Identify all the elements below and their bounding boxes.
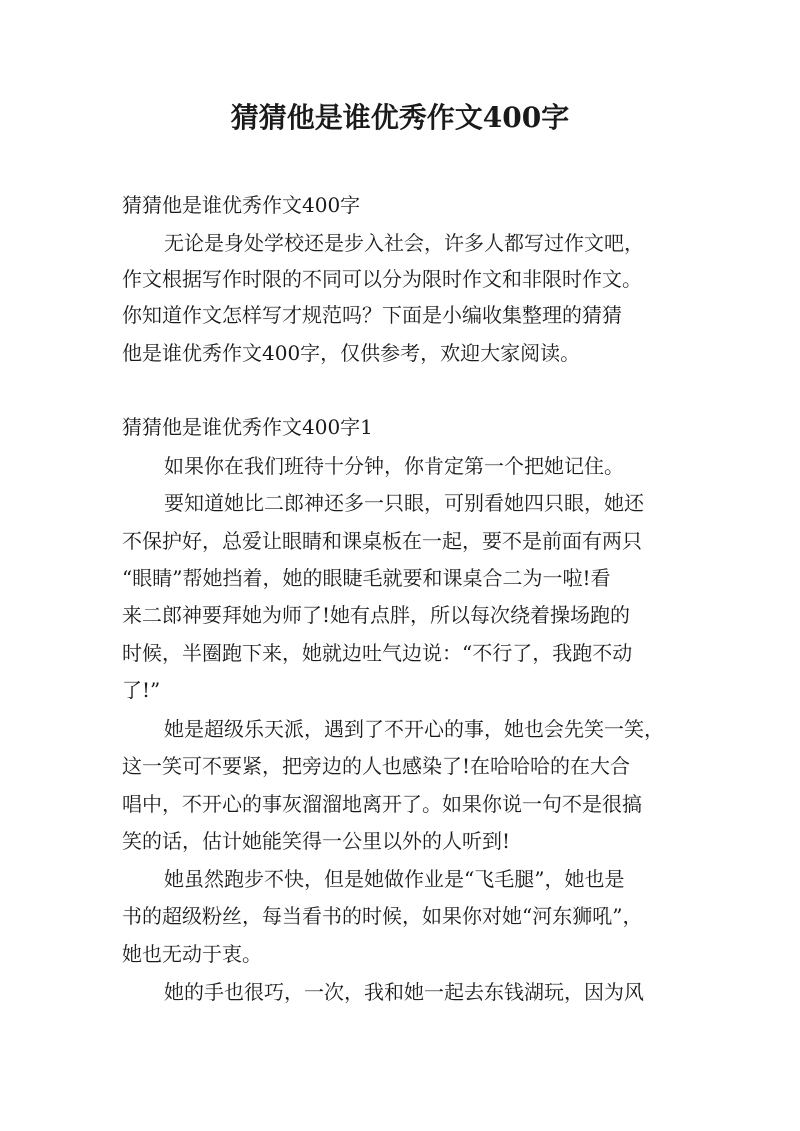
paragraph-line: 你知道作文怎样写才规范吗？下面是小编收集整理的猜猜 [122, 303, 622, 327]
paragraph-line: 她的手也很巧，一次，我和她一起去东钱湖玩，因为风 [164, 980, 644, 1004]
section-heading: 猜猜他是谁优秀作文400字1 [122, 415, 373, 439]
paragraph-line: 唱中，不开心的事灰溜溜地离开了。如果你说一句不是很搞 [122, 792, 642, 816]
paragraph-line: 笑的话，估计她能笑得一公里以外的人听到! [122, 829, 511, 853]
paragraph-line: 如果你在我们班待十分钟，你肯定第一个把她记住。 [164, 454, 624, 478]
subtitle-line: 猜猜他是谁优秀作文400字 [122, 193, 361, 217]
paragraph-line: 了!” [122, 678, 161, 702]
paragraph-line: 无论是身处学校还是步入社会，许多人都写过作文吧， [164, 231, 644, 255]
paragraph-line: 她也无动于衷。 [122, 942, 262, 966]
document-title: 猜猜他是谁优秀作文400字 [230, 101, 570, 134]
paragraph-line: “眼睛”帮她挡着，她的眼睫毛就要和课桌合二为一啦!看 [122, 566, 611, 590]
paragraph-line: 他是谁优秀作文400字，仅供参考，欢迎大家阅读。 [122, 341, 581, 365]
paragraph-line: 要知道她比二郎神还多一只眼，可别看她四只眼，她还 [164, 491, 644, 515]
paragraph-line: 她虽然跑步不快，但是她做作业是“飞毛腿”，她也是 [164, 867, 625, 891]
paragraph-line: 不保护好，总爱让眼睛和课桌板在一起，要不是前面有两只 [122, 529, 642, 553]
paragraph-line: 这一笑可不要紧，把旁边的人也感染了!在哈哈哈的在大合 [122, 754, 631, 778]
paragraph-line: 来二郎神要拜她为师了!她有点胖，所以每次绕着操场跑的 [122, 603, 631, 627]
paragraph-line: 作文根据写作时限的不同可以分为限时作文和非限时作文。 [122, 267, 642, 291]
paragraph-line: 时候，半圈跑下来，她就边吐气边说：“不行了，我跑不动 [122, 641, 633, 665]
paragraph-line: 她是超级乐天派，遇到了不开心的事，她也会先笑一笑， [164, 717, 664, 741]
paragraph-line: 书的超级粉丝，每当看书的时候，如果你对她“河东狮吼”， [122, 904, 643, 928]
